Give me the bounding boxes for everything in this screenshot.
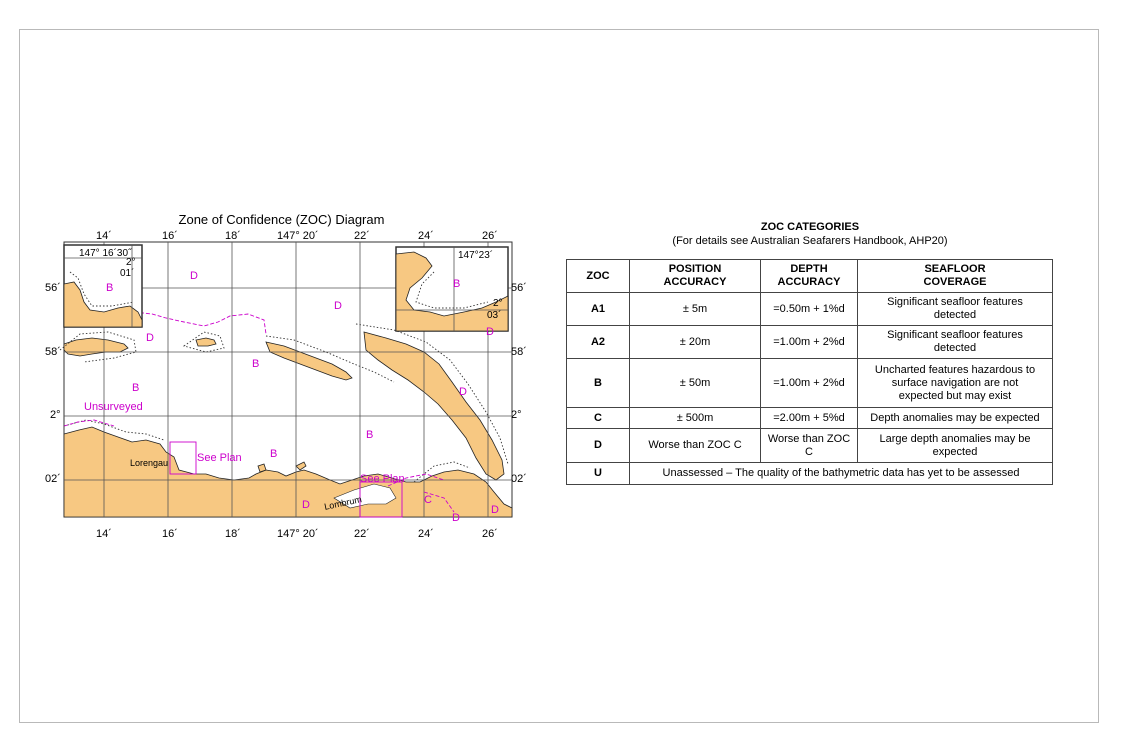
inset-left-longitude: 147° 16´30˝ (79, 248, 132, 259)
inset-right-lat-min: 03´ (487, 310, 502, 321)
top-lon-label: 147° 20´ (277, 230, 319, 242)
right-lat-label: 2° (511, 409, 522, 421)
top-lon-label: 18´ (225, 230, 241, 242)
bottom-lon-label: 26´ (482, 528, 498, 540)
inset-left-lat-min: 01´ (120, 268, 135, 279)
zoc-cell: C (567, 408, 630, 429)
left-lat-label: 2° (50, 409, 61, 421)
top-lon-label: 26´ (482, 230, 498, 242)
top-lon-label: 16´ (162, 230, 178, 242)
top-lon-label: 14´ (96, 230, 112, 242)
header-seafloor-coverage: SEAFLOOR COVERAGE (858, 260, 1053, 293)
zone-label: D (491, 504, 499, 516)
zone-label: D (452, 512, 460, 524)
coverage-cell: Depth anomalies may be expected (858, 408, 1053, 429)
table-row (567, 429, 1053, 463)
right-lat-label: 58´ (511, 346, 527, 358)
table-subtitle: (For details see Australian Seafarers Handbook, AHP20) (672, 235, 948, 247)
zoc-cell: B (567, 359, 630, 408)
coverage-cell: Large depth anomalies may be expected (858, 429, 1053, 463)
zone-label: D (190, 270, 198, 282)
zone-label: B (132, 382, 140, 394)
zone-label: B (366, 429, 374, 441)
depth-cell: =1.00m + 2%d (761, 326, 858, 359)
position-cell: Worse than ZOC C (630, 429, 761, 463)
inset-left-lat-deg: 2° (126, 257, 136, 268)
bottom-lon-label: 16´ (162, 528, 178, 540)
left-lat-label: 56´ (45, 282, 61, 294)
table-title: ZOC CATEGORIES (760, 221, 860, 233)
depth-cell: =1.00m + 2%d (761, 359, 858, 408)
table-header-row (567, 260, 1053, 293)
zone-label: D (486, 326, 494, 338)
header-zoc: ZOC (567, 260, 630, 293)
zone-label: D (334, 300, 342, 312)
depth-cell: =0.50m + 1%d (761, 293, 858, 326)
zone-label: D (302, 499, 310, 511)
position-cell: ± 50m (630, 359, 761, 408)
inset-right-lat-deg: 2° (493, 298, 503, 309)
see-plan-label: See Plan (197, 452, 242, 464)
coverage-cell: Uncharted features hazardous to surface navigation are not expected but may exist (858, 359, 1053, 408)
position-cell: ± 20m (630, 326, 761, 359)
bottom-lon-label: 24´ (418, 528, 434, 540)
top-lon-label: 24´ (418, 230, 434, 242)
table-row (567, 326, 1053, 359)
table-row (567, 293, 1053, 326)
coverage-cell: Significant seafloor features detected (858, 326, 1053, 359)
right-lat-label: 02´ (511, 473, 527, 485)
zone-label: D (459, 386, 467, 398)
table-row (567, 359, 1053, 408)
right-lat-label: 56´ (511, 282, 527, 294)
zone-label: D (146, 332, 154, 344)
bottom-lon-label: 22´ (354, 528, 370, 540)
unsurveyed-label: Unsurveyed (84, 401, 143, 413)
inset-right-longitude: 147°23´ (458, 250, 494, 261)
unassessed-cell: Unassessed – The quality of the bathymetric data has yet to be assessed (630, 463, 1053, 485)
zone-label: B (252, 358, 260, 370)
place-name-lombrum: Lombrum (323, 494, 363, 512)
coverage-cell: Significant seafloor features detected (858, 293, 1053, 326)
left-lat-label: 58´ (45, 346, 61, 358)
bottom-lon-label: 14´ (96, 528, 112, 540)
header-depth-accuracy: DEPTH ACCURACY (761, 260, 858, 293)
position-cell: ± 5m (630, 293, 761, 326)
bottom-lon-label: 147° 20´ (277, 528, 319, 540)
zoc-cell: A1 (567, 293, 630, 326)
inset-left-zone: B (106, 282, 114, 294)
top-lon-label: 22´ (354, 230, 370, 242)
table-row (567, 408, 1053, 429)
place-name-lorengau: Lorengau (130, 458, 169, 468)
zone-label: C (424, 494, 432, 506)
left-lat-label: 02´ (45, 473, 61, 485)
depth-cell: =2.00m + 5%d (761, 408, 858, 429)
depth-cell: Worse than ZOC C (761, 429, 858, 463)
see-plan-label: See Plan (360, 473, 405, 485)
header-position-accuracy: POSITION ACCURACY (630, 260, 761, 293)
zoc-map (34, 212, 529, 547)
inset-right-zone: B (453, 278, 461, 290)
map-title: Zone of Confidence (ZOC) Diagram (178, 212, 385, 227)
zoc-categories-table (566, 259, 1053, 485)
map-canvas (34, 212, 529, 547)
bottom-lon-label: 18´ (225, 528, 241, 540)
position-cell: ± 500m (630, 408, 761, 429)
zoc-cell: U (567, 463, 630, 485)
zone-label: B (270, 448, 278, 460)
zoc-cell: D (567, 429, 630, 463)
table-row (567, 463, 1053, 485)
zoc-cell: A2 (567, 326, 630, 359)
